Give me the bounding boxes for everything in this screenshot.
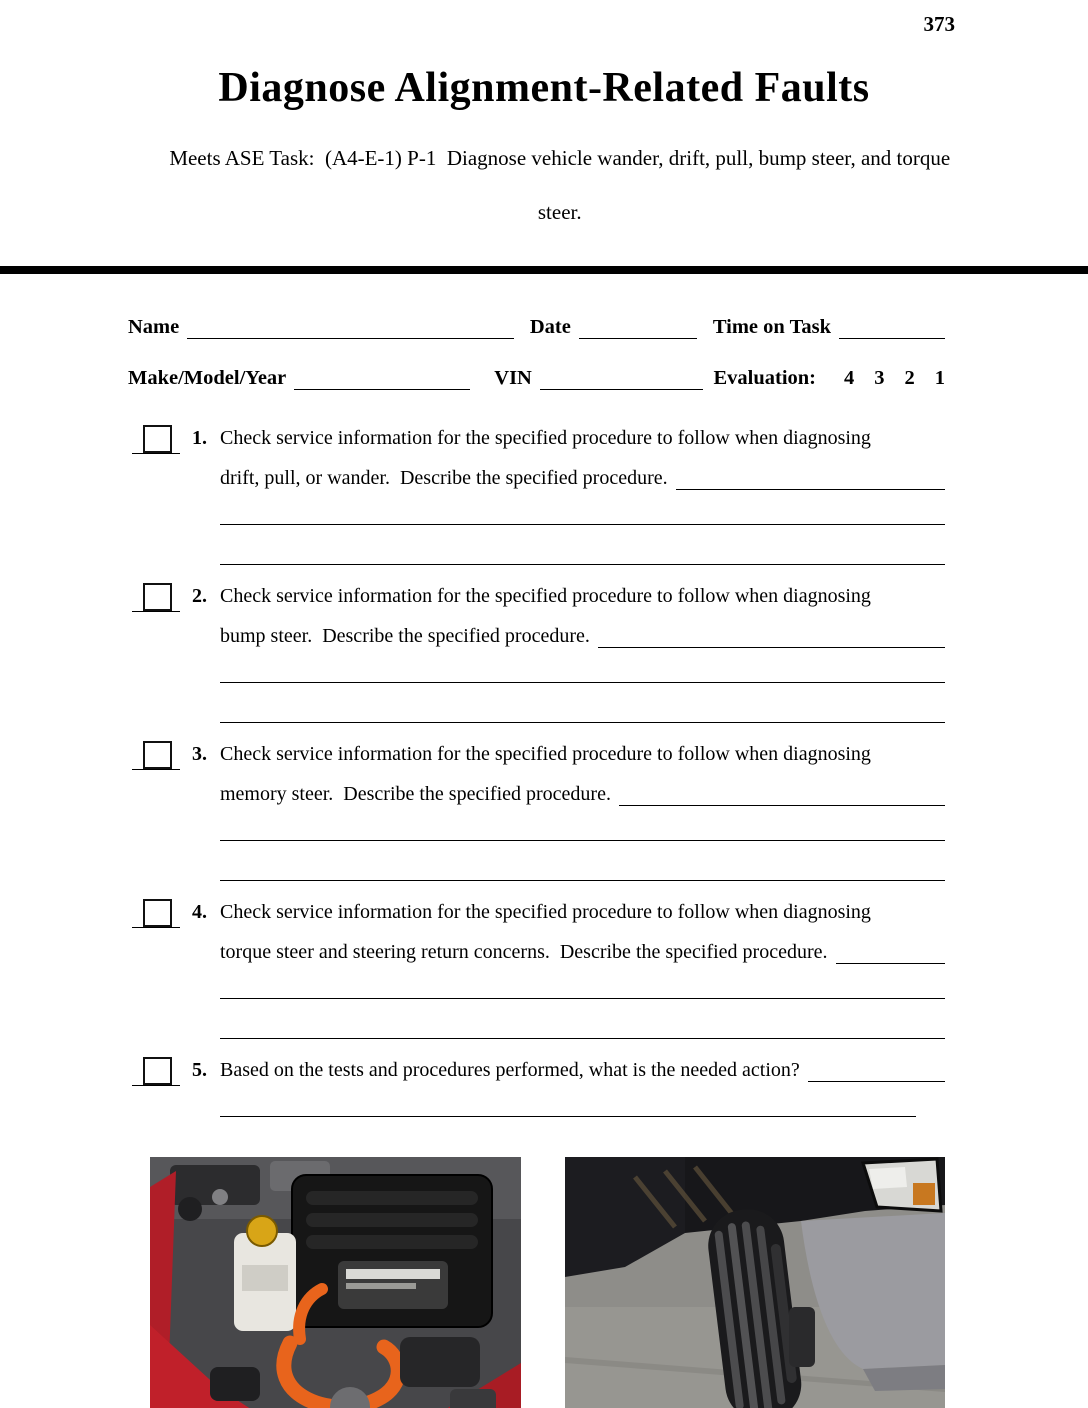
engine-bay-illustration (150, 1157, 521, 1408)
time-on-task-blank[interactable] (839, 316, 945, 339)
form-row-identity (128, 316, 945, 339)
task-1-answer-blank-2[interactable] (220, 525, 945, 565)
page-title: Diagnose Alignment-Related Faults (218, 65, 870, 111)
evaluation-score-1[interactable]: 1 (934, 367, 945, 389)
task-item-3 (128, 734, 945, 881)
task-4-answer-blank-2[interactable] (220, 999, 945, 1039)
task-2-number: 2. (192, 585, 207, 607)
task-4-checkbox[interactable] (143, 899, 172, 927)
name-label: Name (128, 316, 180, 338)
task-3-text-line1: Check service information for the specified procedure to follow when diagnosing (220, 743, 871, 765)
task-3-checkbox[interactable] (143, 741, 172, 769)
task-1-text-line2: drift, pull, or wander. Describe the specified procedure. (220, 467, 668, 489)
vehicle-tire-photo (565, 1157, 945, 1408)
task-1-number: 1. (192, 427, 207, 449)
task-2-checkbox-line (132, 576, 180, 612)
evaluation-score-2[interactable]: 2 (904, 367, 915, 389)
task-1-text-line1: Check service information for the specified procedure to follow when diagnosing (220, 427, 871, 449)
photo-row (150, 1157, 1088, 1408)
content (0, 316, 1088, 1117)
task-4-answer-blank-1[interactable] (220, 972, 945, 999)
task-2-answer-blank-1[interactable] (220, 656, 945, 683)
task-4-number: 4. (192, 901, 207, 923)
task-1-answer-blank-inline[interactable] (676, 489, 945, 490)
task-3-checkbox-line (132, 734, 180, 770)
task-4-text-line1: Check service information for the specified procedure to follow when diagnosing (220, 901, 871, 923)
task-5-checkbox[interactable] (143, 1057, 172, 1085)
task-5-number: 5. (192, 1059, 207, 1081)
task-3-answer-blank-2[interactable] (220, 841, 945, 881)
task-1-checkbox-line (132, 418, 180, 454)
divider-rule (0, 266, 1088, 274)
evaluation-label: Evaluation: (713, 367, 816, 389)
task-3-answer-blank-1[interactable] (220, 814, 945, 841)
task-2-checkbox[interactable] (143, 583, 172, 611)
ase-task-subtitle-line2: steer. (537, 200, 582, 224)
task-2-text-line2: bump steer. Describe the specified procedure. (220, 625, 590, 647)
task-3-answer-blank-inline[interactable] (619, 805, 945, 806)
task-item-2 (128, 576, 945, 723)
date-blank[interactable] (579, 316, 697, 339)
task-3-number: 3. (192, 743, 207, 765)
task-5-checkbox-line (132, 1050, 180, 1086)
name-blank[interactable] (187, 316, 514, 339)
task-item-5 (128, 1050, 945, 1117)
vin-label: VIN (494, 367, 532, 389)
task-4-text-line2: torque steer and steering return concerns. Describe the specified procedure. (220, 941, 828, 963)
time-on-task-label: Time on Task (712, 316, 831, 338)
header (0, 0, 1088, 253)
task-2-answer-blank-inline[interactable] (598, 647, 945, 648)
task-4-answer-blank-inline[interactable] (836, 963, 945, 964)
task-5-text-line1: Based on the tests and procedures performed, what is the needed action? (220, 1059, 800, 1081)
task-item-1 (128, 418, 945, 565)
form-row-vehicle (128, 367, 945, 390)
make-model-year-blank[interactable] (294, 367, 470, 390)
make-model-year-label: Make/Model/Year (128, 367, 287, 389)
task-2-text-line1: Check service information for the specified procedure to follow when diagnosing (220, 585, 871, 607)
page-number: 373 (923, 12, 955, 36)
evaluation-score-4[interactable]: 4 (844, 367, 855, 389)
task-4-checkbox-line (132, 892, 180, 928)
ase-task-subtitle-line1: Meets ASE Task: (A4-E-1) P-1 Diagnose vehicle wander, drift, pull, bump steer, and torque (169, 146, 951, 170)
task-5-answer-blank-inline[interactable] (808, 1081, 945, 1082)
task-list (128, 418, 945, 1117)
ase-task-subtitle (114, 118, 974, 253)
task-5-answer-blank-1[interactable] (220, 1090, 916, 1117)
task-1-answer-blank-1[interactable] (220, 498, 945, 525)
vin-blank[interactable] (540, 367, 703, 390)
date-label: Date (529, 316, 571, 338)
task-3-text-line2: memory steer. Describe the specified procedure. (220, 783, 611, 805)
vehicle-tire-illustration (565, 1157, 945, 1408)
task-2-answer-blank-2[interactable] (220, 683, 945, 723)
task-1-checkbox[interactable] (143, 425, 172, 453)
engine-bay-photo (150, 1157, 521, 1408)
task-item-4 (128, 892, 945, 1039)
evaluation-score-3[interactable]: 3 (874, 367, 885, 389)
